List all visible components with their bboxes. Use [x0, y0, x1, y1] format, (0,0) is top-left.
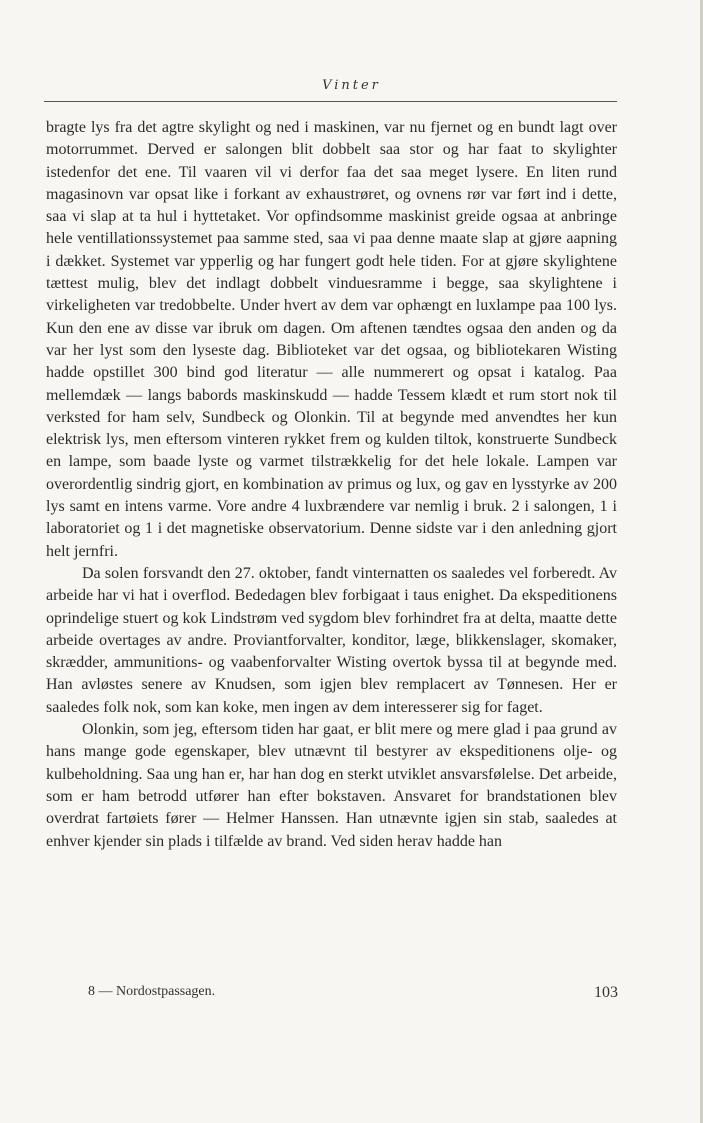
header-rule [44, 101, 617, 102]
signature-mark: 8 — Nordostpassagen. [88, 984, 216, 999]
paragraph-2: Da solen forsvandt den 27. oktober, fandt vinternatten os saaledes vel forberedt. Av arbeide har vi hat i overflod. Bededagen blev forbigaat i taus enighet. Da ekspeditionens oprindelige stuert og kok Lindstrøm ved sygdom blev forhindret fra at delta, maatte dette arbeide overtages av andre. Proviantforvalter, konditor, læge, blikkenslager, skomaker, skrædder, ammunitions- og vaabenforvalter Wisting overtok byssa til at begynde med. Han avløstes senere av Knudsen, som igjen blev remplacert av Tønnesen. Her er saaledes folk nok, som kan koke, men ingen av dem interesserer sig for faget. [46, 564, 617, 716]
running-header: Vinter [322, 78, 381, 93]
paragraph-3: Olonkin, som jeg, eftersom tiden har gaat, er blit mere og mere glad i paa grund av hans mange gode egenskaper, blev utnævnt til bestyrer av ekspeditionens olje- og kulbeholdning. Saa ung han er, har han dog en sterkt utviklet ansvarsfølelse. Det arbeide, som er ham betrodd utfører han efter bokstaven. Ansvaret for brandstationen blev overdrat fartøiets fører — Helmer Hanssen. Han utnævnte igjen sin stab, saaledes at enhver kjender sin plads i tilfælde av brand. Ved siden herav hadde han [46, 721, 617, 850]
page-number: 103 [594, 984, 618, 1001]
body-text [46, 117, 617, 853]
paragraph-1: bragte lys fra det agtre skylight og ned i maskinen, var nu fjernet og en bundt lagt over motorrummet. Derved er salongen blit dobbelt saa stor og har faat to skylighter istedenfor det ene. Til vaaren vil vi derfor faa det saa meget lysere. En liten rund magasinovn var opsat like i forkant av exhaustrøret, og ovnens rør var ført ind i dette, saa vi slap at ta hul i hyttetaket. Vor opfindsomme maskinist greide ogsaa at anbringe hele ventillationssystemet paa samme sted, saa vi paa denne maate slap at gjøre aapning i dækket. Systemet var ypperlig og har fungert godt hele tiden. For at gjøre skylightene tættest mulig, blev det indlagt dobbelt vinduesramme i begge, saa skylightene i virkeligheten var tredobbelte. Under hvert av dem var ophængt en luxlampe paa 100 lys. Kun den ene av disse var ibruk om dagen. Om aftenen tændtes ogsaa den anden og da var her lyst som den lyseste dag. Biblioteket var det ogsaa, og bibliotekaren Wisting hadde opstillet 300 bind god literatur — alle nummerert og opsat i katalog. Paa mellemdæk — langs babords maskinskudd — hadde Tessem klædt et rum stort nok til verksted for ham selv, Sundbeck og Olonkin. Til at begynde med anvendtes her kun elektrisk lys, men eftersom vinteren rykket frem og kulden tiltok, konstruerte Sundbeck en lampe, som baade lyste og varmet tilstrækkelig for det hele lokale. Lampen var overordentlig sindrig gjort, en kombination av primus og lux, og gav en lysstyrke av 200 lys samt en intens varme. Vore andre 4 luxbrændere var nemlig i bruk. 2 i salongen, 1 i laboratoriet og 1 i det magnetiske observatorium. Denne sidste var i den anledning gjort helt jernfri. [46, 119, 617, 560]
